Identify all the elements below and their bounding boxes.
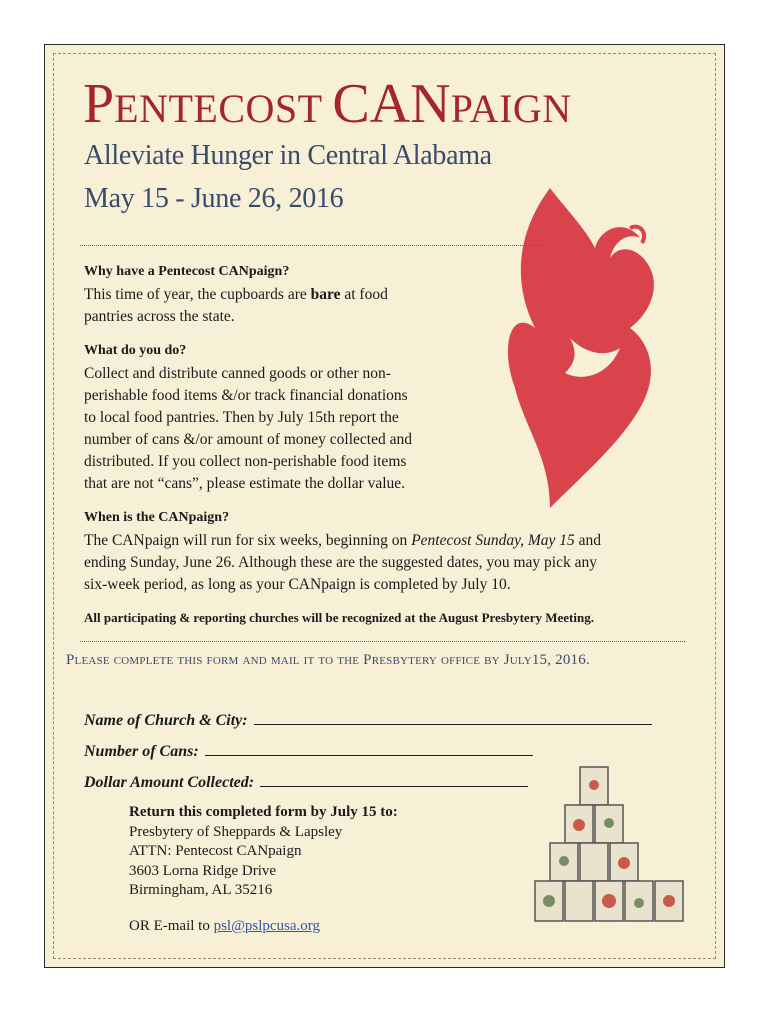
- email-line: [129, 918, 320, 935]
- subtitle: Alleviate Hunger in Central Alabama: [84, 140, 492, 171]
- flame-dove-icon: [490, 188, 680, 508]
- what-line: distributed. If you collect non-perishable food items: [84, 453, 407, 470]
- church-field[interactable]: [84, 710, 652, 730]
- when-line2: ending Sunday, June 26. Although these are the suggested dates, you may pick any: [84, 554, 597, 571]
- why-question: Why have a Pentecost CANpaign?: [84, 264, 290, 279]
- when-pentecost-date: Pentecost Sunday, May 15: [411, 532, 575, 549]
- cans-field[interactable]: [84, 741, 533, 761]
- dollar-label: Dollar Amount Collected:: [84, 774, 255, 791]
- why-bare: bare: [310, 286, 341, 303]
- what-question: What do you do?: [84, 343, 187, 358]
- title-paign: PAIGN: [450, 86, 572, 131]
- cans-label: Number of Cans:: [84, 743, 199, 760]
- what-line: Collect and distribute canned goods or other non-: [84, 365, 391, 382]
- when-question: When is the CANpaign?: [84, 510, 230, 525]
- when-line3: six-week period, as long as your CANpaign is completed by July 10.: [84, 576, 511, 593]
- what-line: to local food pantries. Then by July 15th report the: [84, 409, 399, 426]
- title-entecost: ENTECOST: [114, 86, 333, 131]
- email-link[interactable]: psl@pslpcusa.org: [213, 918, 321, 934]
- title-can: CAN: [332, 73, 451, 135]
- divider-bottom: [80, 641, 685, 642]
- return-address: [129, 803, 398, 901]
- page-title: [83, 73, 572, 135]
- address-line: Presbytery of Sheppards & Lapsley: [129, 823, 343, 840]
- why-line1a: This time of year, the cupboards are: [84, 286, 311, 303]
- email-prefix: OR E-mail to: [129, 918, 214, 934]
- church-line[interactable]: [254, 710, 652, 725]
- cans-line[interactable]: [205, 741, 533, 756]
- what-line: perishable food items &/or track financial donations: [84, 387, 408, 404]
- mail-instruction: Please complete this form and mail it to the Presbytery office by July15, 2016.: [66, 652, 590, 668]
- divider-top: [80, 245, 545, 246]
- why-line1c: at food: [340, 286, 388, 303]
- what-answer: [84, 363, 412, 495]
- church-label: Name of Church & City:: [84, 712, 248, 729]
- what-line: number of cans &/or amount of money collected and: [84, 431, 412, 448]
- dollar-field[interactable]: [84, 772, 528, 792]
- what-line: that are not “cans”, please estimate the dollar value.: [84, 475, 406, 492]
- when-line1c: and: [574, 532, 602, 549]
- why-line2: pantries across the state.: [84, 308, 235, 325]
- address-line: 3603 Lorna Ridge Drive: [129, 862, 277, 879]
- title-initial-p: P: [83, 73, 115, 135]
- recognition-note: All participating & reporting churches will be recognized at the August Presbytery Meeting.: [84, 610, 594, 625]
- return-heading: Return this completed form by July 15 to:: [129, 804, 398, 820]
- dollar-line[interactable]: [260, 772, 528, 787]
- when-answer: [84, 530, 601, 596]
- address-line: ATTN: Pentecost CANpaign: [129, 843, 302, 859]
- why-answer: [84, 284, 388, 328]
- when-line1a: The CANpaign will run for six weeks, beginning on: [84, 532, 412, 549]
- date-range: May 15 - June 26, 2016: [84, 183, 344, 214]
- cans-pyramid-icon: [520, 765, 710, 945]
- address-line: Birmingham, AL 35216: [129, 882, 273, 898]
